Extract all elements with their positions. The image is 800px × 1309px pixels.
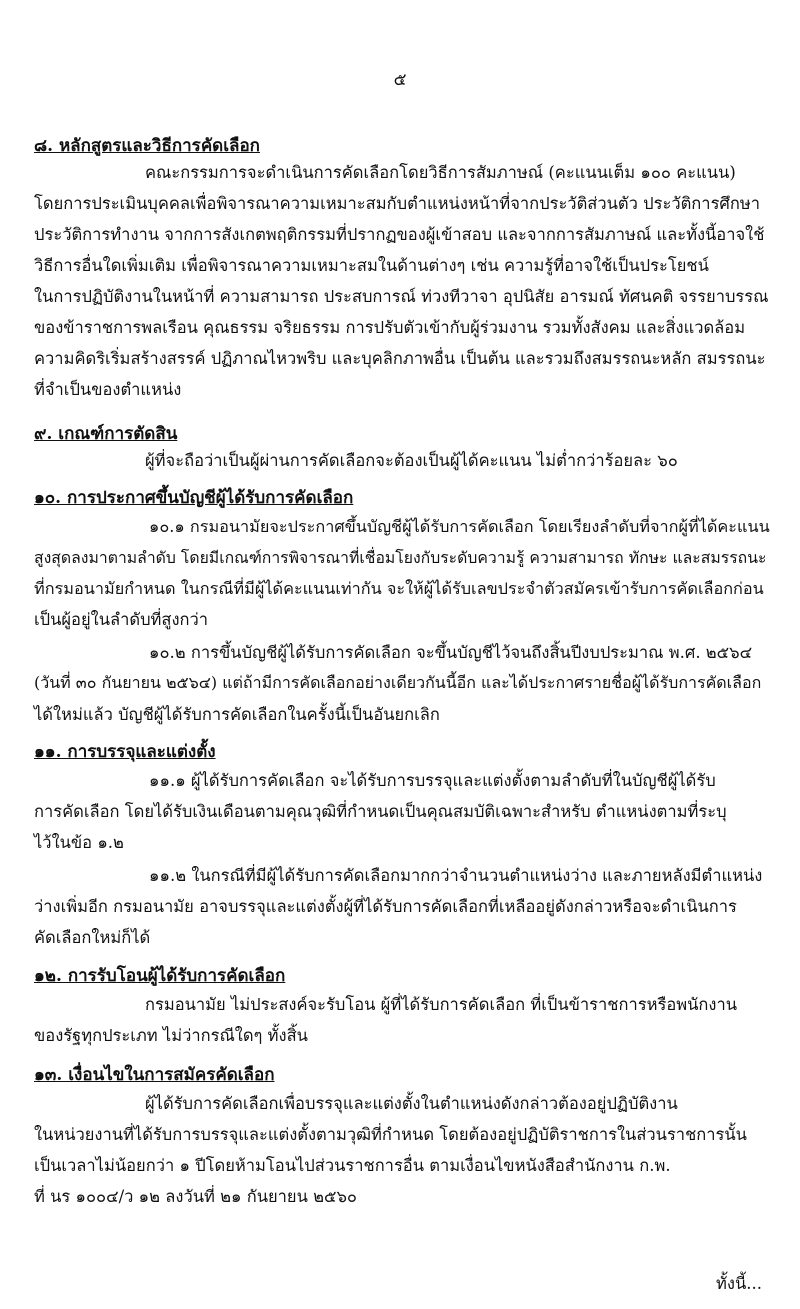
paragraph-line: ว่างเพิ่มอีก กรมอนามัย อาจบรรจุและแต่งตั้งผู้ที่ได้รับการคัดเลือกที่เหลืออยู่ดังกล่าวหรือจะดำเนินการ bbox=[34, 897, 737, 916]
paragraph-line: ประวัติการทำงาน จากการสังเกตพฤติกรรมที่ปรากฏของผู้เข้าสอบ และจากการสัมภาษณ์ และทั้งนี้อาจใช้ bbox=[34, 225, 765, 244]
paragraph-line: ๑๑.๒ ในกรณีที่มีผู้ได้รับการคัดเลือกมากกว่าจำนวนตำแหน่งว่าง และภายหลังมีตำแหน่ง bbox=[149, 866, 763, 885]
section-heading-12: ๑๒. การรับโอนผู้ได้รับการคัดเลือก bbox=[34, 966, 286, 986]
paragraph-line: ของข้าราชการพลเรือน คุณธรรม จริยธรรม การปรับตัวเข้ากับผู้ร่วมงาน รวมทั้งสังคม และสิ่งแวดล้อม bbox=[34, 318, 746, 337]
paragraph-line: คัดเลือกใหม่ก็ได้ bbox=[34, 928, 151, 947]
paragraph-line: ๑๐.๒ การขึ้นบัญชีผู้ได้รับการคัดเลือก จะขึ้นบัญชีไว้จนถึงสิ้นปีงบประมาณ พ.ศ. ๒๕๖๔ bbox=[149, 643, 753, 662]
paragraph-line: สูงสุดลงมาตามลำดับ โดยมีเกณฑ์การพิจารณาที่เชื่อมโยงกับระดับความรู้ ความสามารถ ทักษะ และสมรรถนะ bbox=[34, 548, 767, 567]
paragraph-line: ผู้ได้รับการคัดเลือกเพื่อบรรจุและแต่งตั้งในตำแหน่งดังกล่าวต้องอยู่ปฏิบัติงาน bbox=[145, 1094, 678, 1113]
section-heading-8: ๘. หลักสูตรและวิธีการคัดเลือก bbox=[34, 136, 260, 156]
section-heading-9: ๙. เกณฑ์การตัดสิน bbox=[34, 424, 178, 444]
paragraph-line: การคัดเลือก โดยได้รับเงินเดือนตามคุณวุฒิที่กำหนดเป็นคุณสมบัติเฉพาะสำหรับ ตำแหน่งตามที่ระบุ bbox=[34, 802, 727, 821]
paragraph-line: ที่จำเป็นของตำแหน่ง bbox=[34, 380, 182, 399]
paragraph-line: ความคิดริเริ่มสร้างสรรค์ ปฏิภาณไหวพริบ และบุคลิกภาพอื่น เป็นต้น และรวมถึงสมรรถนะหลัก สมรรถนะ bbox=[34, 349, 766, 368]
paragraph-line: ในหน่วยงานที่ได้รับการบรรจุและแต่งตั้งตามวุฒิที่กำหนด โดยต้องอยู่ปฏิบัติราชการในส่วนราชการนั้น bbox=[34, 1125, 747, 1144]
paragraph-line: ไว้ในข้อ ๑.๒ bbox=[34, 833, 124, 852]
paragraph-line: ของรัฐทุกประเภท ไม่ว่ากรณีใดๆ ทั้งสิ้น bbox=[34, 1026, 308, 1045]
section-heading-11: ๑๑. การบรรจุและแต่งตั้ง bbox=[34, 742, 216, 762]
paragraph-line: ที่กรมอนามัยกำหนด ในกรณีที่มีผู้ได้คะแนนเท่ากัน จะให้ผู้ได้รับเลขประจำตัวสมัครเข้ารับการคัดเลือกก่อน bbox=[34, 579, 764, 598]
paragraph-line: คณะกรรมการจะดำเนินการคัดเลือกโดยวิธีการสัมภาษณ์ (คะแนนเต็ม ๑๐๐ คะแนน) bbox=[145, 163, 736, 182]
paragraph-line: กรมอนามัย ไม่ประสงค์จะรับโอน ผู้ที่ได้รับการคัดเลือก ที่เป็นข้าราชการหรือพนักงาน bbox=[145, 995, 737, 1014]
paragraph-line: ๑๑.๑ ผู้ได้รับการคัดเลือก จะได้รับการบรรจุและแต่งตั้งตามลำดับที่ในบัญชีผู้ได้รับ bbox=[149, 771, 716, 790]
paragraph-line: (วันที่ ๓๐ กันยายน ๒๕๖๔) แต่ถ้ามีการคัดเลือกอย่างเดียวกันนี้อีก และได้ประกาศรายชื่อผู้ได้รับการคัดเลือก bbox=[34, 673, 762, 692]
continuation-footer: ทั้งนี้... bbox=[716, 1274, 762, 1293]
paragraph-line: วิธีการอื่นใดเพิ่มเติม เพื่อพิจารณาความเหมาะสมในด้านต่างๆ เช่น ความรู้ที่อาจใช้เป็นประโยชน์ bbox=[34, 256, 709, 275]
paragraph-line: เป็นเวลาไม่น้อยกว่า ๑ ปีโดยห้ามโอนไปส่วนราชการอื่น ตามเงื่อนไขหนังสือสำนักงาน ก.พ. bbox=[34, 1156, 671, 1175]
paragraph-line: ในการปฏิบัติงานในหน้าที่ ความสามารถ ประสบการณ์ ท่วงทีวาจา อุปนิสัย อารมณ์ ทัศนคติ จรรยาบรรณ bbox=[34, 287, 769, 306]
paragraph-line: ๑๐.๑ กรมอนามัยจะประกาศขึ้นบัญชีผู้ได้รับการคัดเลือก โดยเรียงลำดับที่จากผู้ที่ได้คะแนน bbox=[149, 517, 770, 536]
paragraph-line: ได้ใหม่แล้ว บัญชีผู้ได้รับการคัดเลือกในครั้งนี้เป็นอันยกเลิก bbox=[34, 705, 440, 724]
paragraph-line: ที่ นร ๑๐๐๔/ว ๑๒ ลงวันที่ ๒๑ กันยายน ๒๕๖๐ bbox=[34, 1187, 358, 1206]
paragraph-line: เป็นผู้อยู่ในลำดับที่สูงกว่า bbox=[34, 610, 209, 629]
section-heading-10: ๑๐. การประกาศขึ้นบัญชีผู้ได้รับการคัดเลือก bbox=[34, 488, 354, 508]
paragraph-line: โดยการประเมินบุคคลเพื่อพิจารณาความเหมาะสมกับตำแหน่งหน้าที่จากประวัติส่วนตัว ประวัติการศึกษา bbox=[34, 194, 761, 213]
paragraph-line: ผู้ที่จะถือว่าเป็นผู้ผ่านการคัดเลือกจะต้องเป็นผู้ได้คะแนน ไม่ต่ำกว่าร้อยละ ๖๐ bbox=[145, 451, 678, 470]
page-number: ๕ bbox=[393, 70, 407, 90]
section-heading-13: ๑๓. เงื่อนไขในการสมัครคัดเลือก bbox=[34, 1065, 275, 1085]
